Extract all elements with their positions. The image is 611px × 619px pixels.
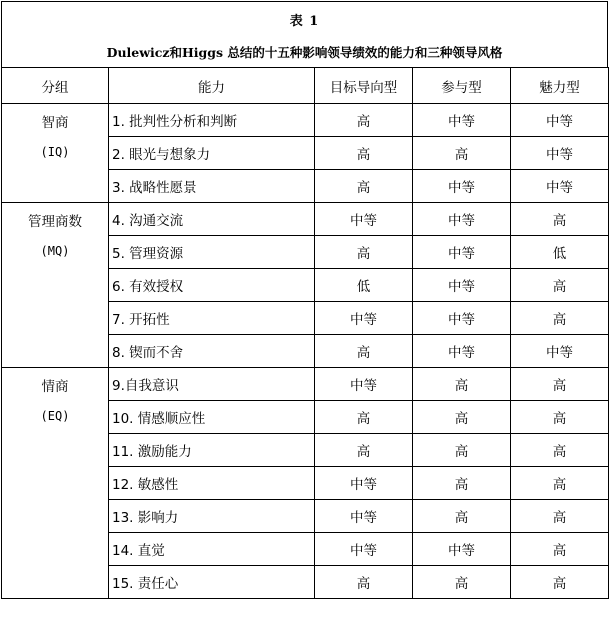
charismatic-cell: 高 xyxy=(511,203,609,236)
group-cell xyxy=(2,203,109,368)
goal-oriented-cell: 中等 xyxy=(315,500,413,533)
charismatic-cell: 高 xyxy=(511,500,609,533)
table-row xyxy=(2,203,609,236)
charismatic-cell: 高 xyxy=(511,434,609,467)
goal-oriented-cell: 高 xyxy=(315,137,413,170)
ability-cell: 1. 批判性分析和判断 xyxy=(109,104,315,137)
table-row xyxy=(2,368,609,401)
group-name: 智商 xyxy=(41,115,69,131)
ability-cell: 7. 开拓性 xyxy=(109,302,315,335)
goal-oriented-cell: 高 xyxy=(315,401,413,434)
participative-cell: 中等 xyxy=(413,170,511,203)
participative-cell: 中等 xyxy=(413,335,511,368)
header-charismatic: 魅力型 xyxy=(511,68,609,104)
goal-oriented-cell: 高 xyxy=(315,170,413,203)
goal-oriented-cell: 高 xyxy=(315,236,413,269)
participative-cell: 高 xyxy=(413,467,511,500)
participative-cell: 高 xyxy=(413,566,511,599)
header-row xyxy=(2,68,609,104)
ability-cell: 11. 激励能力 xyxy=(109,434,315,467)
group-cell xyxy=(2,104,109,203)
goal-oriented-cell: 中等 xyxy=(315,368,413,401)
charismatic-cell: 高 xyxy=(511,368,609,401)
table-number: 表 1 xyxy=(289,14,320,29)
charismatic-cell: 高 xyxy=(511,269,609,302)
group-name: 情商 xyxy=(41,379,69,395)
goal-oriented-cell: 中等 xyxy=(315,533,413,566)
charismatic-cell: 中等 xyxy=(511,335,609,368)
charismatic-cell: 高 xyxy=(511,302,609,335)
ability-cell: 3. 战略性愿景 xyxy=(109,170,315,203)
header-group: 分组 xyxy=(2,68,109,104)
table-title-area xyxy=(1,1,608,67)
participative-cell: 高 xyxy=(413,500,511,533)
charismatic-cell: 中等 xyxy=(511,137,609,170)
ability-cell: 8. 锲而不舍 xyxy=(109,335,315,368)
participative-cell: 高 xyxy=(413,368,511,401)
table-caption: Dulewicz和Higgs 总结的十五种影响领导绩效的能力和三种领导风格 xyxy=(106,45,503,60)
goal-oriented-cell: 中等 xyxy=(315,203,413,236)
participative-cell: 中等 xyxy=(413,269,511,302)
goal-oriented-cell: 高 xyxy=(315,335,413,368)
ability-cell: 9.自我意识 xyxy=(109,368,315,401)
charismatic-cell: 高 xyxy=(511,533,609,566)
ability-cell: 12. 敏感性 xyxy=(109,467,315,500)
ability-cell: 5. 管理资源 xyxy=(109,236,315,269)
table-body xyxy=(2,104,609,599)
charismatic-cell: 低 xyxy=(511,236,609,269)
goal-oriented-cell: 中等 xyxy=(315,302,413,335)
ability-cell: 13. 影响力 xyxy=(109,500,315,533)
table-row xyxy=(2,104,609,137)
goal-oriented-cell: 高 xyxy=(315,434,413,467)
ability-cell: 6. 有效授权 xyxy=(109,269,315,302)
participative-cell: 中等 xyxy=(413,533,511,566)
group-code: (IQ) xyxy=(40,145,70,159)
goal-oriented-cell: 高 xyxy=(315,104,413,137)
group-cell xyxy=(2,368,109,599)
goal-oriented-cell: 高 xyxy=(315,566,413,599)
participative-cell: 中等 xyxy=(413,302,511,335)
participative-cell: 中等 xyxy=(413,236,511,269)
participative-cell: 高 xyxy=(413,434,511,467)
charismatic-cell: 中等 xyxy=(511,170,609,203)
participative-cell: 高 xyxy=(413,401,511,434)
charismatic-cell: 高 xyxy=(511,401,609,434)
ability-cell: 14. 直觉 xyxy=(109,533,315,566)
participative-cell: 中等 xyxy=(413,104,511,137)
header-ability: 能力 xyxy=(109,68,315,104)
header-participative: 参与型 xyxy=(413,68,511,104)
goal-oriented-cell: 低 xyxy=(315,269,413,302)
group-code: (MQ) xyxy=(40,244,70,258)
ability-cell: 4. 沟通交流 xyxy=(109,203,315,236)
participative-cell: 高 xyxy=(413,137,511,170)
ability-cell: 15. 责任心 xyxy=(109,566,315,599)
ability-cell: 10. 情感顺应性 xyxy=(109,401,315,434)
goal-oriented-cell: 中等 xyxy=(315,467,413,500)
group-name: 管理商数 xyxy=(28,214,82,230)
leadership-table xyxy=(1,67,609,599)
charismatic-cell: 中等 xyxy=(511,104,609,137)
header-goal-oriented: 目标导向型 xyxy=(315,68,413,104)
group-code: (EQ) xyxy=(40,409,70,423)
participative-cell: 中等 xyxy=(413,203,511,236)
charismatic-cell: 高 xyxy=(511,566,609,599)
charismatic-cell: 高 xyxy=(511,467,609,500)
ability-cell: 2. 眼光与想象力 xyxy=(109,137,315,170)
